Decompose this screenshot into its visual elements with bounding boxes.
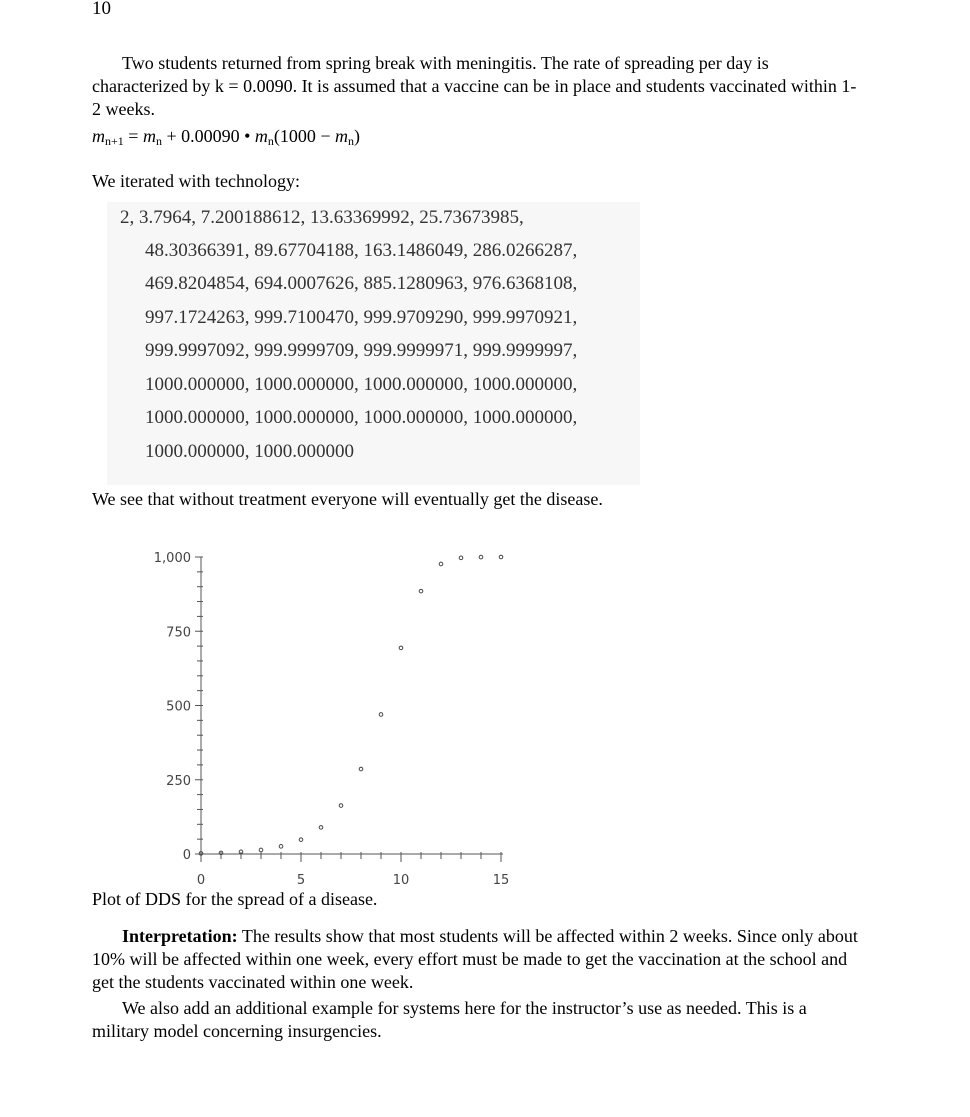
recurrence-formula: $m_{n+1} = m_n + 0.00090$ • $m_n(1000 - m_n)$ (92, 126, 361, 148)
sequence-line: 1000.000000, 1000.000000, 1000.000000, 1000.000000, (145, 407, 578, 428)
data-point (459, 556, 463, 560)
data-point (419, 589, 423, 593)
y-tick-label: 1,000 (153, 551, 191, 566)
x-tick-label: 0 (196, 873, 206, 888)
scatter-plot (140, 540, 520, 890)
sequence-output-box (107, 202, 640, 485)
data-point (319, 826, 323, 830)
x-tick-label: 10 (392, 873, 410, 888)
data-point (439, 562, 443, 566)
sequence-line: 1000.000000, 1000.000000 (145, 441, 354, 462)
data-point (279, 845, 283, 849)
y-tick-label: 0 (182, 848, 191, 863)
x-tick-label: 15 (492, 873, 510, 888)
data-point (299, 838, 303, 842)
data-point (399, 646, 403, 650)
conclusion-text: We see that without treatment everyone will eventually get the disease. (92, 489, 603, 509)
chart-tick-labels (154, 551, 509, 888)
interpretation-label: Interpretation: (122, 926, 238, 946)
intro-paragraph: Two students returned from spring break with meningitis. The rate of spreading per day is characterized by k = 0.0090. It is assumed that a vaccine can be in place and students vaccinated within 1-2 weeks. (92, 53, 857, 119)
data-point (259, 848, 263, 852)
sequence-line: 48.30366391, 89.67704188, 163.1486049, 286.0266287, (145, 240, 578, 261)
data-point (359, 767, 363, 771)
additional-example-paragraph: We also add an additional example for systems here for the instructor’s use as needed. This is a military model concerning insurgencies. (92, 998, 807, 1041)
data-point (479, 555, 483, 559)
chart-points (199, 555, 503, 855)
chart-caption: Plot of DDS for the spread of a disease. (92, 889, 378, 909)
y-tick-label: 250 (166, 773, 191, 789)
page-number: 10 (92, 0, 111, 19)
sequence-line: 2, 3.7964, 7.200188612, 13.63369992, 25.73673985, (120, 207, 524, 228)
y-tick-label: 500 (166, 699, 191, 715)
chart-axes (195, 557, 503, 862)
sequence-line: 469.8204854, 694.0007626, 885.1280963, 976.6368108, (145, 273, 578, 294)
iterated-text: We iterated with technology: (92, 171, 300, 191)
data-point (339, 804, 343, 808)
y-tick-label: 750 (166, 625, 191, 641)
sequence-line: 997.1724263, 999.7100470, 999.9709290, 999.9970921, (145, 307, 578, 328)
data-point (379, 713, 383, 717)
interpretation-text: The results show that most students will be affected within 2 weeks. Since only about 10% will be affected within one week, every effort must be made to get the vaccination at the school and get the students vaccinated within one week. (92, 926, 858, 992)
sequence-line: 1000.000000, 1000.000000, 1000.000000, 1000.000000, (145, 374, 578, 395)
interpretation-paragraph (92, 925, 862, 994)
sequence-line: 999.9997092, 999.9999709, 999.9999971, 999.9999997, (145, 340, 578, 361)
x-tick-label: 5 (296, 873, 306, 888)
data-point (499, 555, 503, 559)
